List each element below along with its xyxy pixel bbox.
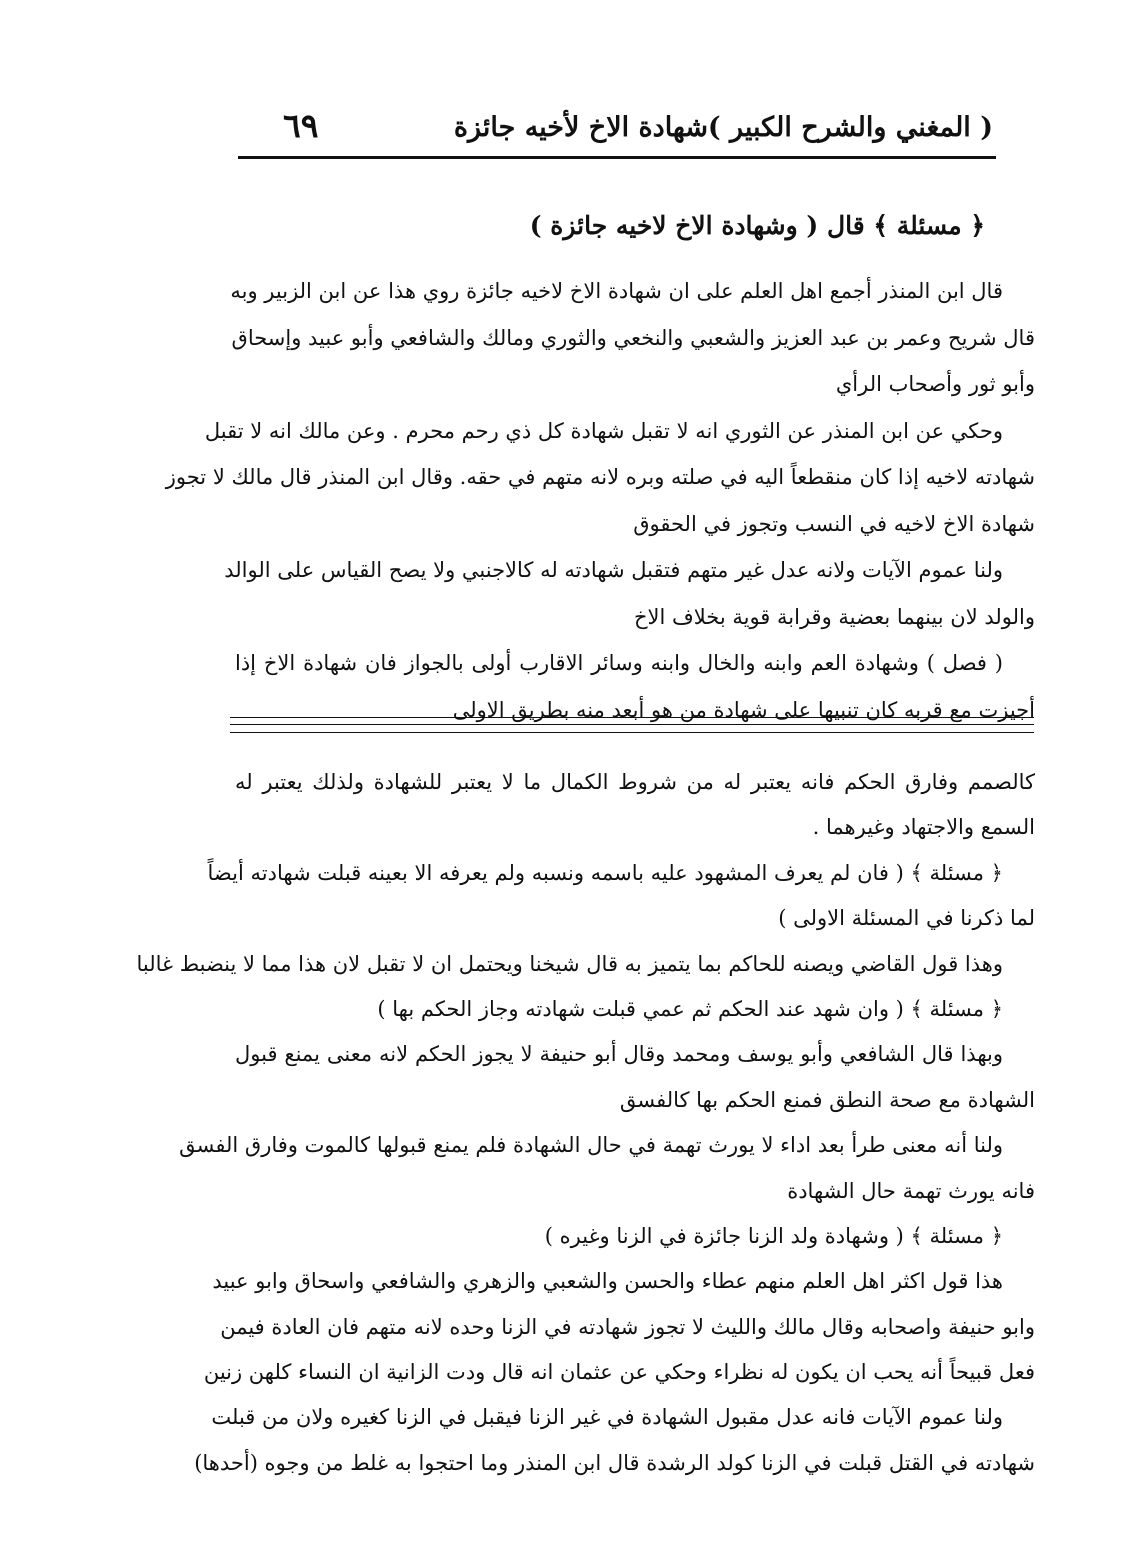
text-line: ولنا عموم الآيات فانه عدل مقبول الشهادة في غير الزنا فيقبل في الزنا كغيره ولان من قبلت (211, 1405, 1003, 1430)
lower-text-block (136, 760, 1035, 1486)
text-line: ولنا أنه معنى طرأ بعد اداء لا يورث تهمة في حال الشهادة فلم يمنع قبولها كالموت وفارق الفسق (179, 1133, 1003, 1158)
running-header (238, 106, 993, 156)
text-line: أجيزت مع قربه كان تنبيها على شهادة من هو أبعد منه بطريق الاولى (452, 697, 1035, 722)
text-line: السمع والاجتهاد وغيرهما . (812, 815, 1035, 840)
text-line: كالصمم وفارق الحكم فانه يعتبر له من شروط الكمال ما لا يعتبر للشهادة ولذلك يعتبر له (235, 770, 1035, 794)
text-line: هذا قول اكثر اهل العلم منهم عطاء والحسن والشعبي والزهري والشافعي واسحاق وابو عبيد (212, 1269, 1003, 1294)
text-line: وأبو ثور وأصحاب الرأي (835, 372, 1035, 396)
text-line: لما ذكرنا في المسئلة الاولى ) (778, 906, 1035, 931)
text-line: قال ابن المنذر أجمع اهل العلم على ان شهادة الاخ لاخيه جائزة روي هذا عن ابن الزبير وبه (230, 279, 1003, 303)
text-line: ﴿ مسئلة ﴾ ( وشهادة ولد الزنا جائزة في الزنا وغيره ) (544, 1223, 1003, 1248)
header-topic: شهادة الاخ لأخيه جائزة (453, 112, 708, 143)
section-divider (230, 717, 1034, 718)
section-divider (230, 724, 1034, 725)
section-title: ﴿ مسئلة ﴾ قال ( وشهادة الاخ لاخيه جائزة ) (529, 211, 985, 240)
text-line: ولنا عموم الآيات ولانه عدل غير متهم فتقبل شهادته له كالاجنبي ولا يصح القياس على الوالد (224, 558, 1003, 582)
text-line: والولد لان بينهما بعضية وقرابة قوية بخلاف الاخ (633, 604, 1035, 629)
text-line: وبهذا قال الشافعي وأبو يوسف ومحمد وقال أبو حنيفة لا يجوز الحكم لانه معنى يمنع قبول (235, 1042, 1003, 1067)
section-divider (230, 732, 1034, 733)
text-line: شهادته لاخيه إذا كان منقطعاً اليه في صلته وبره لانه متهم في حقه. وقال ابن المنذر قال مالك لا تجوز (165, 465, 1035, 489)
page-number: ٦٩ (283, 106, 319, 145)
text-line: وهذا قول القاضي ويصنه للحاكم بما يتميز به قال شيخنا ويحتمل ان لا تقبل لان هذا مما لا ينضبط غالبا (136, 951, 1003, 976)
text-line: فعل قبيحاً أنه يحب ان يكون له نظراء وحكي عن عثمان انه قال ودت الزانية ان النساء كلهن زنين (203, 1360, 1035, 1385)
text-line: ﴿ مسئلة ﴾ ( فان لم يعرف المشهود عليه باسمه ونسبه ولم يعرفه الا بعينه قبلت شهادته أيضاً (207, 860, 1003, 885)
header-rule (238, 156, 996, 159)
book-title: ( المغني والشرح الكبير ) (707, 112, 993, 143)
text-line: ( فصل ) وشهادة العم وابنه والخال وابنه وسائر الاقارب أولى بالجواز فان شهادة الاخ إذا (235, 651, 1003, 675)
text-line: الشهادة مع صحة النطق فمنع الحكم بها كالفسق (619, 1087, 1035, 1112)
text-line: وحكي عن ابن المنذر عن الثوري انه لا تقبل شهادة كل ذي رحم محرم . وعن مالك انه لا تقبل (204, 418, 1003, 443)
text-line: قال شريح وعمر بن عبد العزيز والشعبي والنخعي والثوري ومالك والشافعي وأبو عبيد وإسحاق (231, 325, 1035, 350)
text-line: ﴿ مسئلة ﴾ ( وان شهد عند الحكم ثم عمي قبلت شهادته وجاز الحكم بها ) (377, 996, 1003, 1021)
text-line: فانه يورث تهمة حال الشهادة (787, 1178, 1035, 1203)
upper-text-block (165, 268, 1035, 733)
text-line: شهادة الاخ لاخيه في النسب وتجوز في الحقوق (633, 511, 1035, 536)
text-line: وابو حنيفة واصحابه وقال مالك والليث لا تجوز شهادته في الزنا وحده لانه متهم فان العادة فيمن (220, 1314, 1035, 1339)
text-line: شهادته في القتل قبلت في الزنا كولد الرشدة قال ابن المنذر وما احتجوا به غلط من وجوه (أحدها) (194, 1450, 1035, 1475)
